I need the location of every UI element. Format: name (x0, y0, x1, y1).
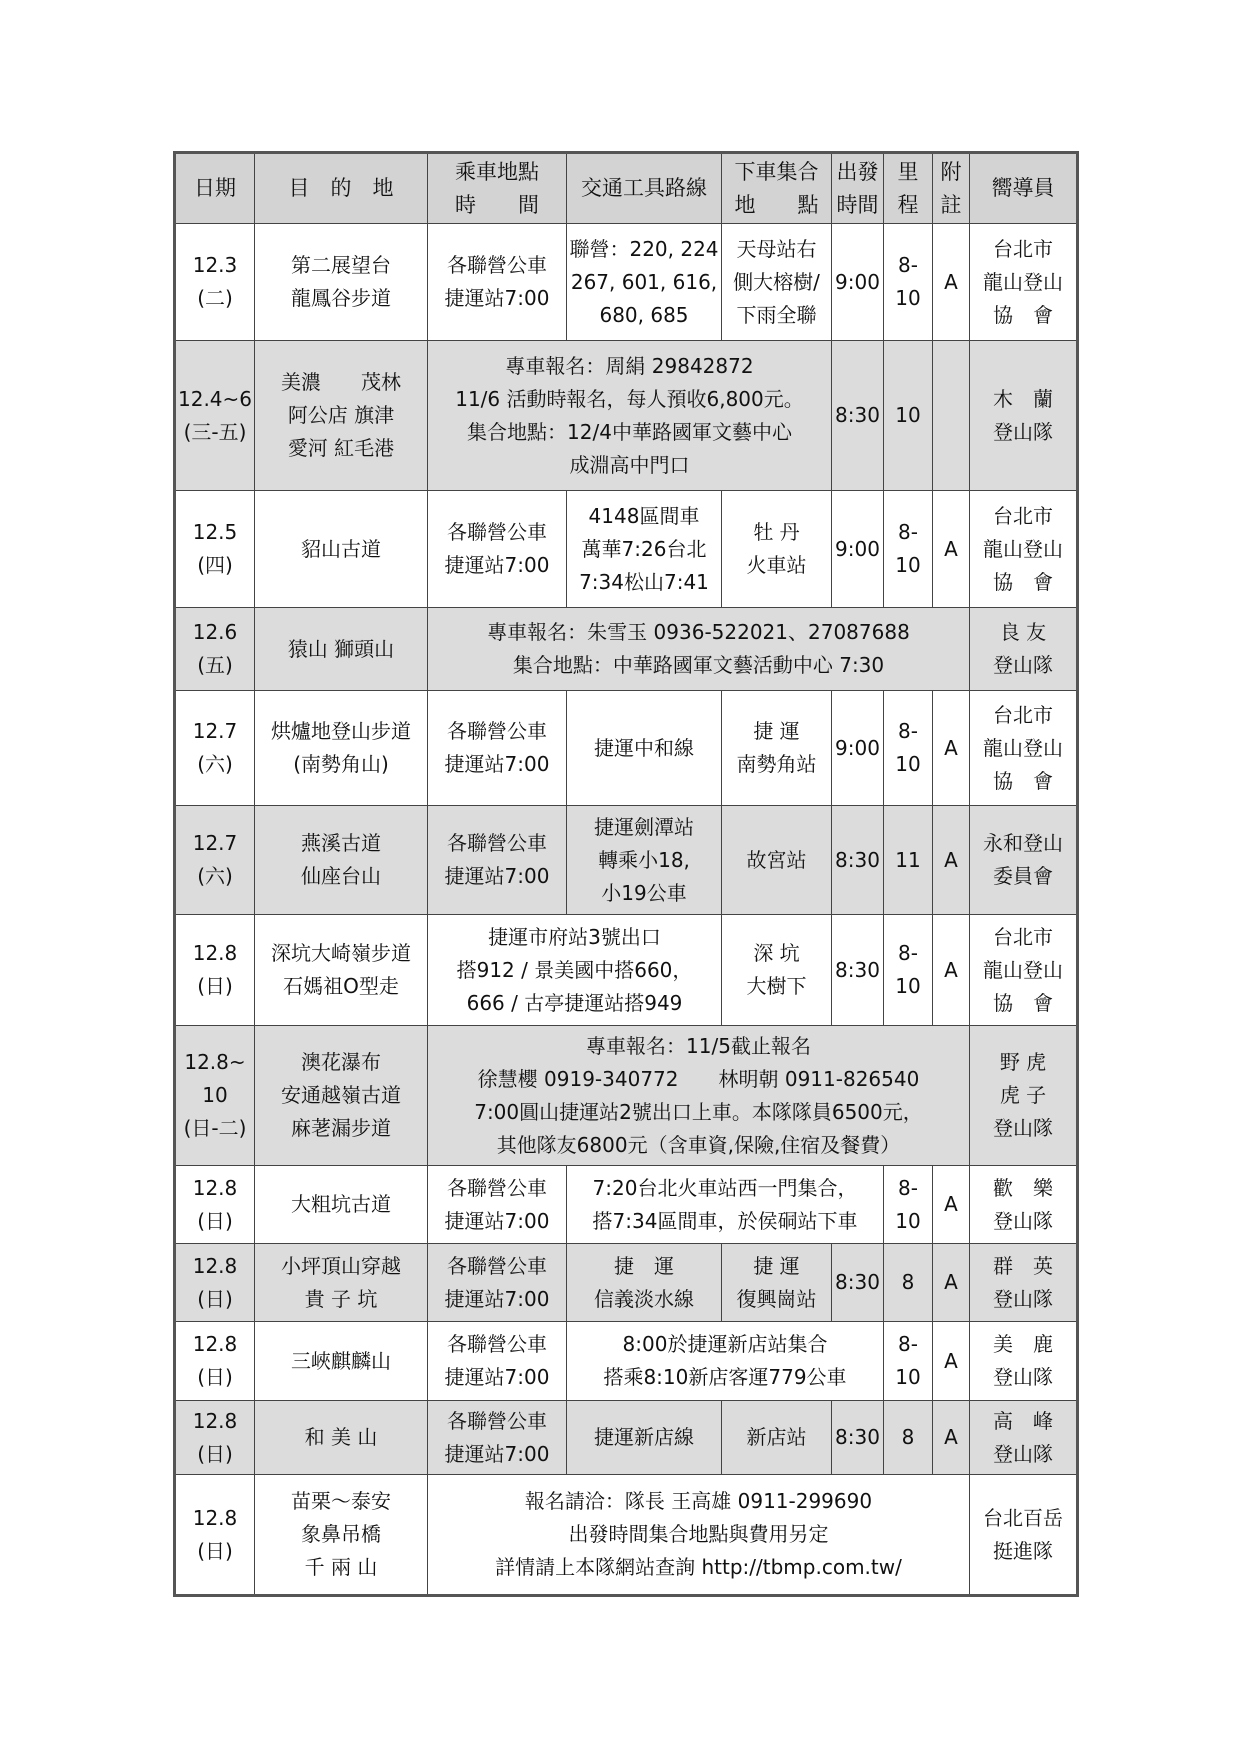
destination-cell: 第二展望台 龍鳳谷步道 (255, 224, 428, 341)
destination-cell: 苗栗～泰安 象鼻吊橋 千 兩 山 (255, 1475, 428, 1596)
time-cell: 8:30 (832, 1244, 884, 1322)
time-cell: 8:30 (832, 806, 884, 915)
meeting-cell: 牡 丹 火車站 (722, 491, 832, 608)
header-depart: 出發 時間 (832, 153, 884, 224)
header-guide: 嚮導員 (970, 153, 1078, 224)
distance-cell: 8 (884, 1244, 933, 1322)
note-cell: A (933, 806, 970, 915)
date-cell: 12.8~ 10 (日-二) (175, 1026, 255, 1166)
boarding-cell: 各聯營公車 捷運站7:00 (428, 1322, 567, 1401)
guide-cell: 永和登山 委員會 (970, 806, 1078, 915)
note-cell: A (933, 1401, 970, 1475)
guide-cell: 台北百岳 挺進隊 (970, 1475, 1078, 1596)
table-row (175, 341, 1078, 491)
guide-cell: 台北市 龍山登山 協 會 (970, 491, 1078, 608)
info-cell: 專車報名：11/5截止報名 徐慧櫻 0919-340772 林明朝 0911-826540 7:00圓山捷運站2號出口上車。本隊隊員6500元， 其他隊友6800元（含車資,保險,住宿及餐費） (428, 1026, 970, 1166)
destination-cell: 大粗坑古道 (255, 1166, 428, 1244)
guide-cell: 台北市 龍山登山 協 會 (970, 224, 1078, 341)
distance-cell: 8-10 (884, 1322, 933, 1401)
time-cell: 8:30 (832, 915, 884, 1026)
distance-cell: 8-10 (884, 224, 933, 341)
boarding-cell: 各聯營公車 捷運站7:00 (428, 691, 567, 806)
header-meeting: 下車集合 地 點 (722, 153, 832, 224)
date-cell: 12.6 (五) (175, 608, 255, 691)
table-row (175, 224, 1078, 341)
route-cell: 聯營：220, 224 267, 601, 616, 680, 685 (567, 224, 722, 341)
distance-cell: 8-10 (884, 491, 933, 608)
distance-cell: 8 (884, 1401, 933, 1475)
guide-cell: 野 虎 虎 子 登山隊 (970, 1026, 1078, 1166)
header-row (175, 153, 1078, 224)
table-row (175, 806, 1078, 915)
info-cell: 專車報名：周絹 29842872 11/6 活動時報名，每人預收6,800元。 集合地點：12/4中華路國軍文藝中心 成淵高中門口 (428, 341, 832, 491)
info-cell: 專車報名：朱雪玉 0936-522021、27087688 集合地點：中華路國軍文藝活動中心 7:30 (428, 608, 970, 691)
date-cell: 12.5 (四) (175, 491, 255, 608)
meeting-cell: 天母站右 側大榕樹/ 下雨全聯 (722, 224, 832, 341)
header-destination: 目 的 地 (255, 153, 428, 224)
header-route: 交通工具路線 (567, 153, 722, 224)
guide-cell: 高 峰 登山隊 (970, 1401, 1078, 1475)
table-row (175, 1026, 1078, 1166)
table-row (175, 608, 1078, 691)
header-boarding: 乘車地點 時 間 (428, 153, 567, 224)
destination-cell: 烘爐地登山步道 (南勢角山) (255, 691, 428, 806)
time-cell: 8:30 (832, 1401, 884, 1475)
info-cell: 7:20台北火車站西一門集合， 搭7:34區間車，於侯硐站下車 (567, 1166, 884, 1244)
note-cell: A (933, 491, 970, 608)
table-row (175, 1244, 1078, 1322)
boarding-cell: 各聯營公車 捷運站7:00 (428, 806, 567, 915)
guide-cell: 美 鹿 登山隊 (970, 1322, 1078, 1401)
meeting-cell: 捷 運 南勢角站 (722, 691, 832, 806)
destination-cell: 小坪頂山穿越 貴 子 坑 (255, 1244, 428, 1322)
meeting-cell: 捷 運 復興崗站 (722, 1244, 832, 1322)
table-row (175, 915, 1078, 1026)
note-cell: A (933, 224, 970, 341)
route-cell: 捷運市府站3號出口 搭912 / 景美國中搭660， 666 / 古亭捷運站搭949 (428, 915, 722, 1026)
table-row (175, 691, 1078, 806)
destination-cell: 澳花瀑布 安通越嶺古道 麻荖漏步道 (255, 1026, 428, 1166)
meeting-cell: 新店站 (722, 1401, 832, 1475)
date-cell: 12.3 (二) (175, 224, 255, 341)
hiking-schedule-table (173, 151, 1079, 1597)
header-distance: 里 程 (884, 153, 933, 224)
date-cell: 12.8 (日) (175, 1244, 255, 1322)
info-cell: 8:00於捷運新店站集合 搭乘8:10新店客運779公車 (567, 1322, 884, 1401)
date-cell: 12.8 (日) (175, 915, 255, 1026)
destination-cell: 和 美 山 (255, 1401, 428, 1475)
route-cell: 捷運新店線 (567, 1401, 722, 1475)
distance-cell: 8-10 (884, 1166, 933, 1244)
route-cell: 4148區間車 萬華7:26台北 7:34松山7:41 (567, 491, 722, 608)
table-row (175, 1401, 1078, 1475)
date-cell: 12.7 (六) (175, 806, 255, 915)
note-cell (933, 341, 970, 491)
destination-cell: 美濃 茂林 阿公店 旗津 愛河 紅毛港 (255, 341, 428, 491)
distance-cell: 8-10 (884, 691, 933, 806)
table-row (175, 1166, 1078, 1244)
route-cell: 捷運中和線 (567, 691, 722, 806)
distance-cell: 10 (884, 341, 933, 491)
time-cell: 9:00 (832, 491, 884, 608)
guide-cell: 良 友 登山隊 (970, 608, 1078, 691)
info-cell: 報名請洽：隊長 王高雄 0911-299690 出發時間集合地點與費用另定 詳情請上本隊網站查詢 http://tbmp.com.tw/ (428, 1475, 970, 1596)
route-cell: 捷運劍潭站 轉乘小18, 小19公車 (567, 806, 722, 915)
guide-cell: 木 蘭 登山隊 (970, 341, 1078, 491)
guide-cell: 群 英 登山隊 (970, 1244, 1078, 1322)
time-cell: 9:00 (832, 224, 884, 341)
guide-cell: 台北市 龍山登山 協 會 (970, 691, 1078, 806)
note-cell: A (933, 691, 970, 806)
route-cell: 捷 運 信義淡水線 (567, 1244, 722, 1322)
distance-cell: 11 (884, 806, 933, 915)
date-cell: 12.4~6 (三-五) (175, 341, 255, 491)
destination-cell: 三峽麒麟山 (255, 1322, 428, 1401)
distance-cell: 8-10 (884, 915, 933, 1026)
note-cell: A (933, 1322, 970, 1401)
table-row (175, 491, 1078, 608)
guide-cell: 歡 樂 登山隊 (970, 1166, 1078, 1244)
header-note: 附 註 (933, 153, 970, 224)
time-cell: 8:30 (832, 341, 884, 491)
destination-cell: 猿山 獅頭山 (255, 608, 428, 691)
boarding-cell: 各聯營公車 捷運站7:00 (428, 491, 567, 608)
guide-cell: 台北市 龍山登山 協 會 (970, 915, 1078, 1026)
date-cell: 12.7 (六) (175, 691, 255, 806)
meeting-cell: 故宮站 (722, 806, 832, 915)
date-cell: 12.8 (日) (175, 1401, 255, 1475)
note-cell: A (933, 915, 970, 1026)
note-cell: A (933, 1166, 970, 1244)
meeting-cell: 深 坑 大樹下 (722, 915, 832, 1026)
time-cell: 9:00 (832, 691, 884, 806)
date-cell: 12.8 (日) (175, 1166, 255, 1244)
header-date: 日期 (175, 153, 255, 224)
destination-cell: 深坑大崎嶺步道 石媽祖O型走 (255, 915, 428, 1026)
date-cell: 12.8 (日) (175, 1475, 255, 1596)
boarding-cell: 各聯營公車 捷運站7:00 (428, 1166, 567, 1244)
destination-cell: 燕溪古道 仙座台山 (255, 806, 428, 915)
destination-cell: 貂山古道 (255, 491, 428, 608)
boarding-cell: 各聯營公車 捷運站7:00 (428, 1401, 567, 1475)
date-cell: 12.8 (日) (175, 1322, 255, 1401)
table-row (175, 1322, 1078, 1401)
boarding-cell: 各聯營公車 捷運站7:00 (428, 1244, 567, 1322)
table-row (175, 1475, 1078, 1596)
note-cell: A (933, 1244, 970, 1322)
boarding-cell: 各聯營公車 捷運站7:00 (428, 224, 567, 341)
